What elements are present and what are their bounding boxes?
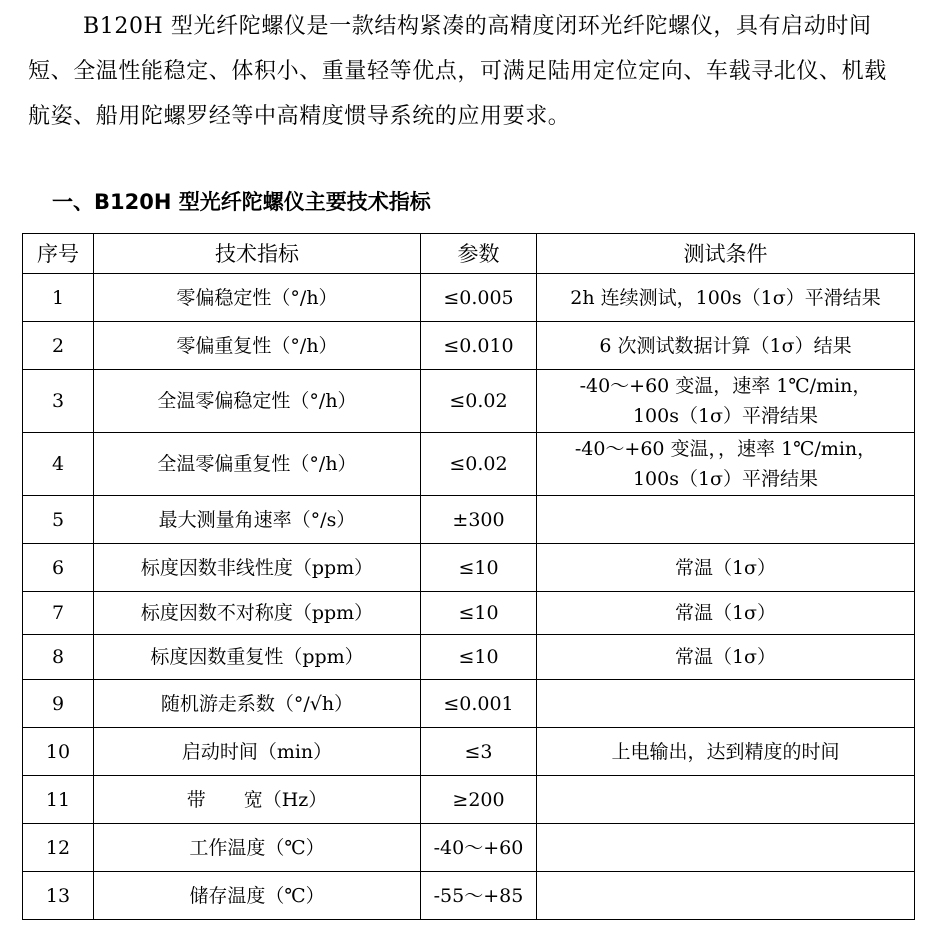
row-spec: 零偏稳定性（°/h）: [94, 274, 421, 322]
row-spec: 全温零偏稳定性（°/h）: [94, 370, 421, 433]
row-index: 4: [23, 433, 94, 496]
row-spec: 启动时间（min）: [94, 728, 421, 776]
row-index: 2: [23, 322, 94, 370]
row-condition: [537, 824, 915, 872]
row-index: 12: [23, 824, 94, 872]
row-index: 5: [23, 496, 94, 544]
spec-table: [22, 233, 915, 920]
row-spec: 随机游走系数（°/√h）: [94, 680, 421, 728]
table-row: [23, 776, 915, 824]
condition-line: 6 次测试数据计算（1σ）结果: [599, 334, 852, 357]
table-row: [23, 370, 915, 433]
row-param: ≤0.02: [421, 370, 537, 433]
table-row: [23, 592, 915, 635]
row-spec: 标度因数不对称度（ppm）: [94, 592, 421, 635]
table-row: [23, 433, 915, 496]
row-spec: 标度因数重复性（ppm）: [94, 635, 421, 680]
row-param: ≤10: [421, 544, 537, 592]
table-row: [23, 680, 915, 728]
row-index: 8: [23, 635, 94, 680]
row-param: ≥200: [421, 776, 537, 824]
row-param: ≤3: [421, 728, 537, 776]
row-condition: [537, 544, 915, 592]
row-condition: [537, 433, 915, 496]
header-spec: 技术指标: [94, 234, 421, 274]
row-index: 3: [23, 370, 94, 433]
row-param: ≤0.001: [421, 680, 537, 728]
row-condition: [537, 680, 915, 728]
condition-line: 常温（1σ）: [674, 646, 777, 668]
row-spec: 最大测量角速率（°/s）: [94, 496, 421, 544]
row-index: 7: [23, 592, 94, 635]
row-param: ≤0.010: [421, 322, 537, 370]
row-index: 11: [23, 776, 94, 824]
row-index: 6: [23, 544, 94, 592]
row-index: 10: [23, 728, 94, 776]
table-row: [23, 824, 915, 872]
table-header-row: [23, 234, 915, 274]
header-condition: 测试条件: [537, 234, 915, 274]
condition-line: -40～+60 变温，速率 1℃/min，: [579, 375, 872, 397]
table-row: [23, 322, 915, 370]
row-param: ≤0.005: [421, 274, 537, 322]
row-spec: 标度因数非线性度（ppm）: [94, 544, 421, 592]
condition-line: 上电输出，达到精度的时间: [611, 740, 840, 763]
condition-line: 2h 连续测试，100s（1σ）平滑结果: [570, 286, 881, 309]
condition-line: 常温（1σ）: [674, 556, 777, 579]
row-condition: [537, 872, 915, 920]
row-spec: 工作温度（℃）: [94, 824, 421, 872]
table-row: [23, 544, 915, 592]
row-index: 13: [23, 872, 94, 920]
condition-line: -40～+60 变温，，速率 1℃/min，: [574, 438, 877, 460]
row-condition: [537, 728, 915, 776]
row-param: ±300: [421, 496, 537, 544]
table-row: [23, 274, 915, 322]
condition-line: 100s（1σ）平滑结果: [632, 468, 819, 490]
table-row: [23, 635, 915, 680]
row-condition: [537, 370, 915, 433]
row-param: ≤0.02: [421, 433, 537, 496]
row-condition: [537, 322, 915, 370]
table-row: [23, 728, 915, 776]
row-spec: 全温零偏重复性（°/h）: [94, 433, 421, 496]
row-spec: 零偏重复性（°/h）: [94, 322, 421, 370]
condition-line: 常温（1σ）: [674, 602, 777, 624]
section-heading: 一、B120H 型光纤陀螺仪主要技术指标: [52, 190, 431, 214]
row-condition: [537, 274, 915, 322]
row-spec: 带 宽（Hz）: [94, 776, 421, 824]
row-condition: [537, 592, 915, 635]
row-param: -55～+85: [421, 872, 537, 920]
row-condition: [537, 635, 915, 680]
row-spec: 储存温度（℃）: [94, 872, 421, 920]
table-row: [23, 496, 915, 544]
condition-line: 100s（1σ）平滑结果: [632, 405, 819, 427]
row-index: 1: [23, 274, 94, 322]
row-index: 9: [23, 680, 94, 728]
row-param: -40～+60: [421, 824, 537, 872]
row-condition: [537, 776, 915, 824]
header-param: 参数: [421, 234, 537, 274]
row-param: ≤10: [421, 635, 537, 680]
header-index: 序号: [23, 234, 94, 274]
row-condition: [537, 496, 915, 544]
table-row: [23, 872, 915, 920]
row-param: ≤10: [421, 592, 537, 635]
intro-paragraph: B120H 型光纤陀螺仪是一款结构紧凑的高精度闭环光纤陀螺仪，具有启动时间短、全温性能稳定、体积小、重量轻等优点，可满足陆用定位定向、车载寻北仪、机载航姿、船用陀螺罗经等中高精度惯导系统的应用要求。: [28, 14, 887, 129]
